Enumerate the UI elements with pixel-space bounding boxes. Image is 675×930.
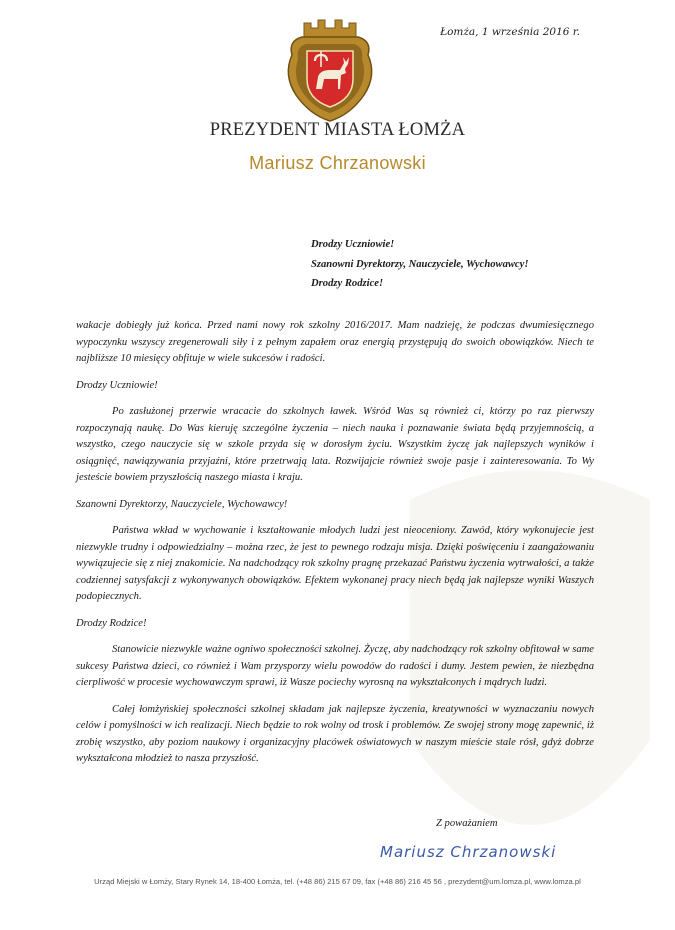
letter-date: Łomża, 1 września 2016 r. [440, 26, 580, 38]
parents-heading: Drodzy Rodzice! [76, 617, 147, 629]
letter-body [76, 318, 594, 768]
handwritten-signature: Mariusz Chrzanowski [380, 843, 557, 861]
parents-paragraph: Stanowicie niezwykle ważne ogniwo społeczności szkolnej. Życzę, aby nadchodzący rok szkolny obfitował w same sukcesy Państwa dzieci, co również i Wam przysporzy wielu powodów do radości i dumy. Jestem pewien, że niezbędna cierpliwość w procesie wychowawczym sprawi, iż Wasze pociechy wyrosną na wykształconych i mądrych ludzi. [76, 644, 594, 688]
teachers-paragraph: Państwa wkład w wychowanie i kształtowanie młodych ludzi jest nieoceniony. Zawód, który wykonujecie jest niezwykle trudny i odpowiedzialny – można rzec, że jest to pewnego rodzaju misja. Dzięki poświęceniu i zaangażowaniu wywiązujecie się z niej znakomicie. Na nadchodzący rok szkolny pragnę przekazać Państwu życzenia wytrwałości, a także codziennej satysfakcji z wykonywanych obowiązków. Efektem wykonanej pracy niech będą jak najlepsze wyniki Waszych podopiecznych. [76, 525, 594, 602]
footer-address: Urząd Miejski w Łomży, Stary Rynek 14, 18-400 Łomża, tel. (+48 86) 215 67 09, fax (+48 86) 216 45 56 , prezydent@um.lomza.pl, www.lomza.pl [94, 877, 581, 886]
salutation-students: Drodzy Uczniowie! [311, 239, 395, 250]
students-paragraph: Po zasłużonej przerwie wracacie do szkolnych ławek. Wśród Was są również ci, którzy po raz pierwszy rozpoczynają naukę. Do Was kieruję szczególne życzenia – niech nauka i poznawanie świata będą przyjemnością, a wszystko, czego nauczycie się w szkole przyda się w dorosłym życiu. Wszystkim życzę jak najlepszych wyników i osiągnięć, nawiązywania przyjaźni, które przetrwają lata. Rozwijajcie również swoje pasje i zainteresowania. To Wy jesteście bowiem przyszłością naszego miasta i kraju. [76, 406, 594, 483]
salutation-teachers: Szanowni Dyrektorzy, Nauczyciele, Wychowawcy! [311, 258, 529, 270]
salutation-parents: Drodzy Rodzice! [311, 278, 384, 289]
salutations-block [311, 235, 528, 294]
mayor-title: PREZYDENT MIASTA ŁOMŻA [209, 120, 466, 140]
students-heading: Drodzy Uczniowie! [76, 379, 158, 391]
intro-paragraph: wakacje dobiegły już końca. Przed nami nowy rok szkolny 2016/2017. Mam nadzieję, że podczas dwumiesięcznego wypoczynku wszyscy zregenerowali siły i z pełnym zapałem oraz energią przystępują do swoich obowiązków. Niech te najbliższe 10 miesięcy obfituje w wiele sukcesów i radości. [76, 320, 594, 364]
teachers-heading: Szanowni Dyrektorzy, Nauczyciele, Wychowawcy! [76, 498, 288, 510]
lomza-crest-icon [280, 15, 380, 125]
closing-paragraph: Całej łomżyńskiej społeczności szkolnej składam jak najlepsze życzenia, kreatywności w wyznaczaniu nowych celów i pomyślności w ich realizacji. Niech będzie to rok wolny od trosk i problemów. Ze swojej strony mogę zapewnić, iż zrobię wszystko, aby poziom naukowy i organizacyjny placówek oświatowych w naszym mieście stale rósł, gdyż dobrze wykształcona młodzież to nasza przyszłość. [76, 703, 594, 764]
closing-phrase: Z poważaniem [436, 818, 498, 829]
mayor-name: Mariusz Chrzanowski [249, 153, 426, 173]
